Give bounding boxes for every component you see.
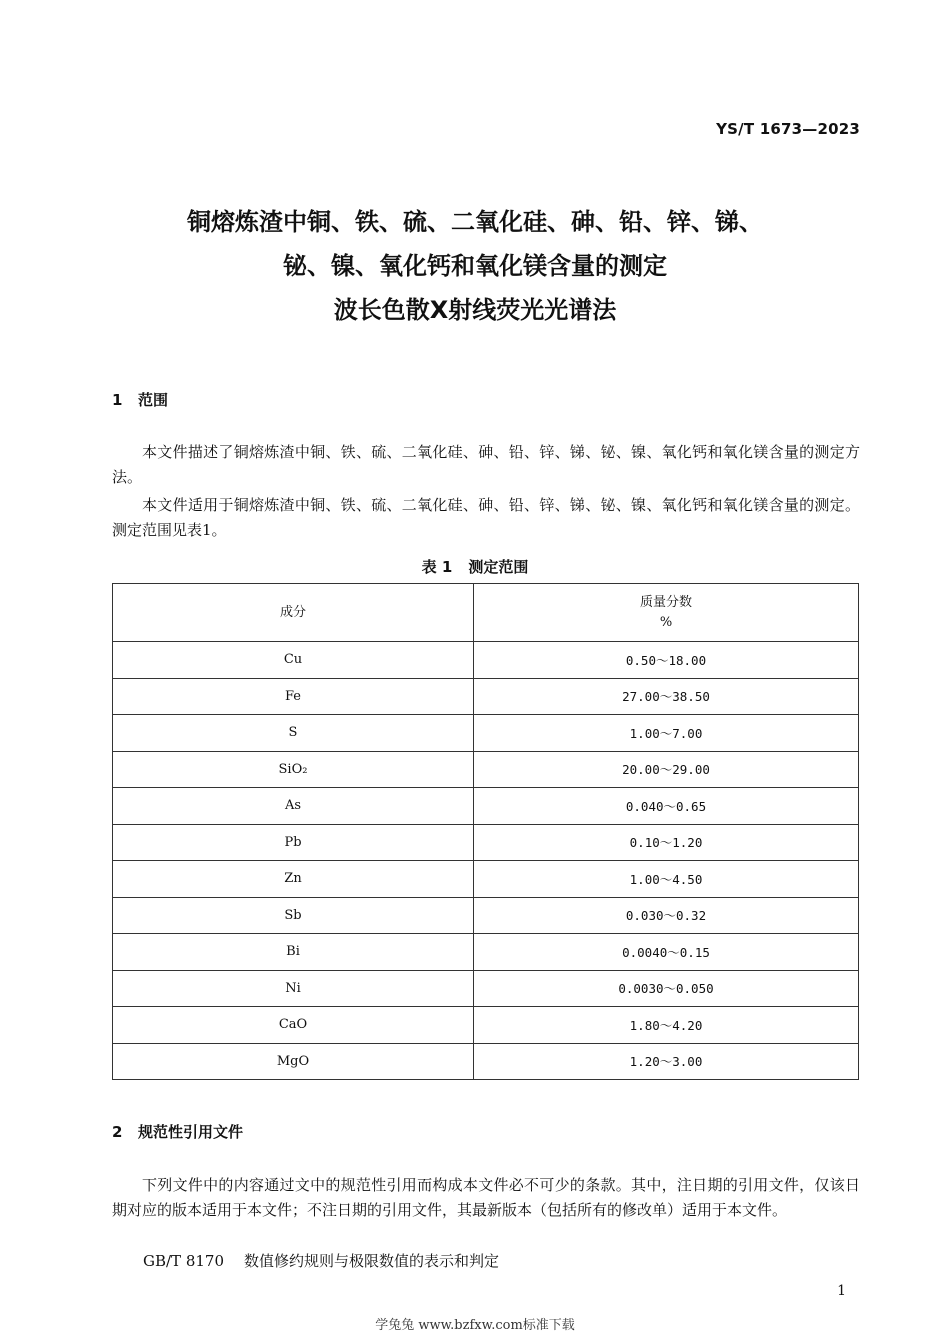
table-row [113,715,859,752]
normative-reference [143,1250,499,1271]
component-cell: Ni [113,970,474,1007]
section-1-paragraph-1: 本文件描述了铜熔炼渣中铜、铁、硫、二氧化硅、砷、铅、锌、锑、铋、镍、氧化钙和氧化镁含量的测定方法。 [112,443,860,486]
title-line-3: 波长色散X射线荧光光谱法 [333,296,617,324]
component-cell: S [113,715,474,752]
table-row [113,861,859,898]
component-cell: Cu [113,642,474,679]
component-cell: MgO [113,1043,474,1080]
section-1-heading [112,389,168,410]
section-1-number: 1 [112,391,123,409]
range-cell: 1.20～3.00 [474,1043,859,1080]
component-cell: Fe [113,678,474,715]
reference-code: GB/T 8170 [143,1252,225,1270]
document-title [0,200,950,332]
range-cell: 1.00～7.00 [474,715,859,752]
range-cell: 0.040～0.65 [474,788,859,825]
site-watermark: 学兔兔 www.bzfxw.com标准下载 [375,1318,575,1333]
title-line-2: 铋、镍、氧化钙和氧化镁含量的测定 [283,252,667,280]
section-2-title: 规范性引用文件 [138,1123,244,1141]
header-unit: % [659,614,673,630]
range-cell: 1.80～4.20 [474,1007,859,1044]
component-cell: As [113,788,474,825]
table-row [113,824,859,861]
table-1-label: 表 1 [421,558,453,576]
range-cell: 1.00～4.50 [474,861,859,898]
table-1-caption [0,556,950,577]
component-cell: CaO [113,1007,474,1044]
table-row [113,788,859,825]
section-2-paragraph-1: 下列文件中的内容通过文中的规范性引用而构成本文件必不可少的条款。其中，注日期的引用文件，仅该日期对应的版本适用于本文件；不注日期的引用文件，其最新版本（包括所有的修改单）适用于本文件。 [112,1176,860,1219]
section-2-number: 2 [112,1123,123,1141]
table-row [113,1007,859,1044]
table-header-row [113,584,859,642]
section-1-title: 范围 [138,391,169,409]
range-cell: 27.00～38.50 [474,678,859,715]
range-cell: 0.50～18.00 [474,642,859,679]
table-row [113,751,859,788]
measurement-range-table [112,583,859,1080]
table-row [113,970,859,1007]
component-cell: Zn [113,861,474,898]
header-component: 成分 [113,584,474,642]
table-row [113,934,859,971]
range-cell: 0.0040～0.15 [474,934,859,971]
table-row [113,678,859,715]
section-2-heading [112,1121,243,1142]
component-cell: Pb [113,824,474,861]
title-line-1: 铜熔炼渣中铜、铁、硫、二氧化硅、砷、铅、锌、锑、 [187,208,763,236]
section-1-paragraph-2: 本文件适用于铜熔炼渣中铜、铁、硫、二氧化硅、砷、铅、锌、锑、铋、镍、氧化钙和氧化镁含量的测定。测定范围见表1。 [112,496,860,539]
range-cell: 0.10～1.20 [474,824,859,861]
table-row [113,1043,859,1080]
component-cell: SiO₂ [113,751,474,788]
header-mass-fraction [474,584,859,642]
component-cell: Sb [113,897,474,934]
table-1-title: 测定范围 [468,558,529,576]
table-row [113,897,859,934]
table-row [113,642,859,679]
reference-title: 数值修约规则与极限数值的表示和判定 [244,1252,500,1270]
range-cell: 0.0030～0.050 [474,970,859,1007]
standard-code: YS/T 1673—2023 [716,120,860,138]
component-cell: Bi [113,934,474,971]
header-fraction-label: 质量分数 [639,594,692,610]
page-number: 1 [837,1283,846,1299]
range-cell: 20.00～29.00 [474,751,859,788]
range-cell: 0.030～0.32 [474,897,859,934]
